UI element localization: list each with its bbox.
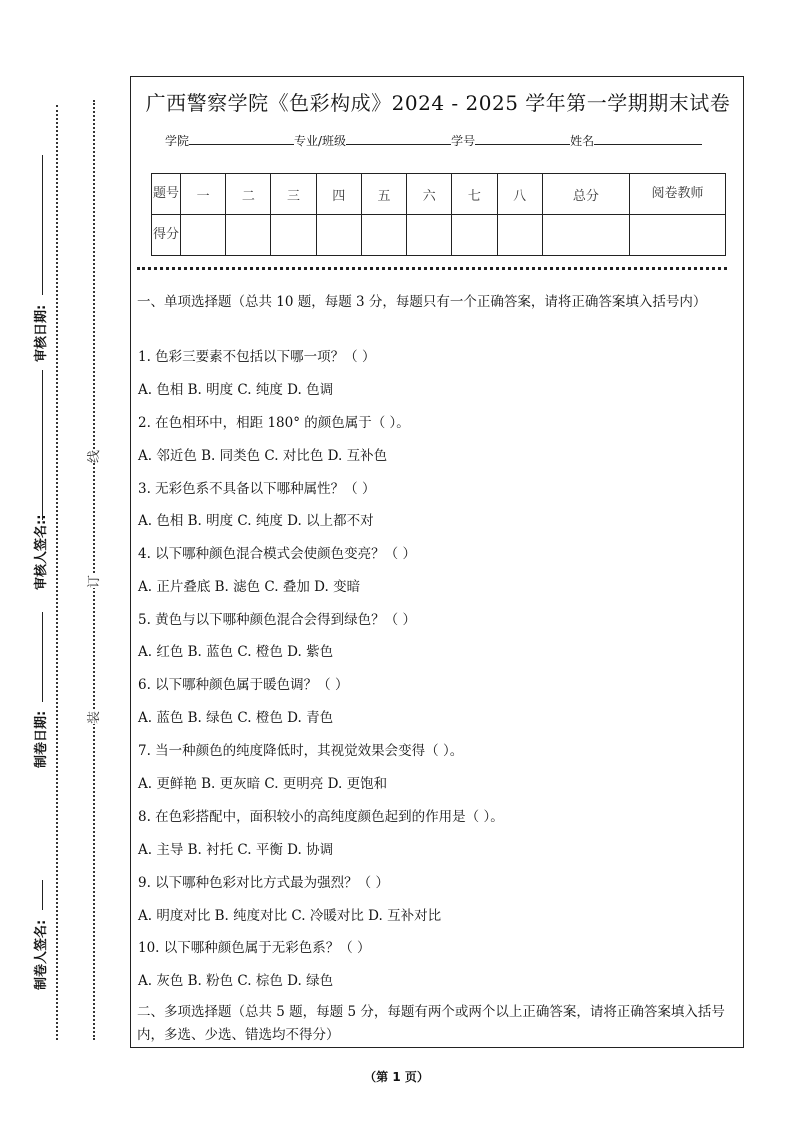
- binding-label-reviewer-signature: 审核人签名::: [34, 514, 49, 590]
- column-header: 七: [452, 174, 497, 215]
- question-4: 4. 以下哪种颜色混合模式会使颜色变亮？（ ）: [138, 546, 416, 562]
- options-8: A. 主导 B. 衬托 C. 平衡 D. 协调: [138, 842, 334, 858]
- score-cell[interactable]: [542, 215, 629, 256]
- name-blank[interactable]: [594, 132, 702, 145]
- binding-dotted-line-inner: [93, 100, 95, 1040]
- score-cell[interactable]: [630, 215, 726, 256]
- score-label: 得分: [152, 215, 181, 256]
- exam-title: 广西警察学院《色彩构成》2024 - 2025 学年第一学期期末试卷: [145, 91, 731, 115]
- binding-label-maker-signature: 制卷人签名:: [34, 919, 49, 990]
- signature-line: [42, 612, 43, 702]
- score-cell[interactable]: [181, 215, 226, 256]
- options-4: A. 正片叠底 B. 滤色 C. 叠加 D. 变暗: [138, 579, 361, 595]
- options-9: A. 明度对比 B. 纯度对比 C. 冷暖对比 D. 互补对比: [138, 908, 442, 924]
- student-id-blank[interactable]: [475, 132, 570, 145]
- score-cell[interactable]: [407, 215, 452, 256]
- binding-char-ding: 订: [83, 575, 102, 588]
- score-cell[interactable]: [497, 215, 542, 256]
- question-6: 6. 以下哪种颜色属于暖色调？（ ）: [138, 677, 349, 693]
- column-header: 三: [271, 174, 316, 215]
- column-header: 五: [361, 174, 406, 215]
- binding-char-zhuang: 装: [83, 711, 102, 724]
- dotted-separator: [137, 267, 727, 270]
- column-header-grader: 阅卷教师: [630, 174, 726, 215]
- score-cell[interactable]: [361, 215, 406, 256]
- question-2: 2. 在色相环中，相距 180° 的颜色属于（ ）。: [138, 415, 410, 431]
- options-7: A. 更鲜艳 B. 更灰暗 C. 更明亮 D. 更饱和: [138, 776, 388, 792]
- field-label-major-class: 专业/班级: [294, 134, 347, 148]
- question-5: 5. 黄色与以下哪种颜色混合会得到绿色？（ ）: [138, 612, 416, 628]
- question-3: 3. 无彩色系不具备以下哪种属性？（ ）: [138, 481, 376, 497]
- page-number: （第 1 页）: [364, 1070, 429, 1084]
- options-3: A. 色相 B. 明度 C. 纯度 D. 以上都不对: [138, 513, 374, 529]
- column-header: 二: [226, 174, 271, 215]
- score-cell[interactable]: [316, 215, 361, 256]
- signature-line: [42, 370, 43, 520]
- options-2: A. 邻近色 B. 同类色 C. 对比色 D. 互补色: [138, 448, 388, 464]
- major-class-blank[interactable]: [346, 132, 451, 145]
- college-blank[interactable]: [189, 132, 294, 145]
- options-5: A. 红色 B. 蓝色 C. 橙色 D. 紫色: [138, 644, 334, 660]
- binding-label-maker-date: 制卷日期:: [34, 710, 49, 768]
- options-10: A. 灰色 B. 粉色 C. 棕色 D. 绿色: [138, 973, 334, 989]
- column-header-total: 总分: [542, 174, 629, 215]
- column-header: 一: [181, 174, 226, 215]
- options-6: A. 蓝色 B. 绿色 C. 橙色 D. 青色: [138, 710, 334, 726]
- score-cell[interactable]: [271, 215, 316, 256]
- section1-heading: 一、单项选择题（总共 10 题，每题 3 分，每题只有一个正确答案，请将正确答案填入括号内）: [137, 294, 707, 310]
- score-cell[interactable]: [226, 215, 271, 256]
- section2-heading: 二、多项选择题（总共 5 题，每题 5 分，每题有两个或两个以上正确答案，请将正确答案填入括号内，多选、少选、错选均不得分）: [137, 1004, 725, 1043]
- field-label-name: 姓名: [570, 134, 595, 148]
- binding-dotted-line-outer: [56, 105, 58, 1040]
- exam-frame: [130, 76, 744, 1048]
- question-number-label: 题号: [152, 174, 181, 215]
- binding-label-review-date: 审核日期:: [34, 304, 49, 362]
- score-table-score-row: [152, 215, 726, 256]
- signature-line: [42, 880, 43, 910]
- question-1: 1. 色彩三要素不包括以下哪一项？（ ）: [138, 349, 376, 365]
- student-info-row: [165, 132, 702, 149]
- question-10: 10. 以下哪种颜色属于无彩色系？（ ）: [138, 940, 371, 956]
- field-label-student-id: 学号: [451, 134, 476, 148]
- question-7: 7. 当一种颜色的纯度降低时，其视觉效果会变得（ ）。: [138, 743, 464, 759]
- question-8: 8. 在色彩搭配中，面积较小的高纯度颜色起到的作用是（ ）。: [138, 809, 504, 825]
- column-header: 四: [316, 174, 361, 215]
- signature-line: [42, 155, 43, 295]
- column-header: 六: [407, 174, 452, 215]
- question-9: 9. 以下哪种色彩对比方式最为强烈？（ ）: [138, 875, 389, 891]
- score-cell[interactable]: [452, 215, 497, 256]
- score-table: [151, 173, 726, 256]
- binding-char-xian: 线: [83, 450, 102, 463]
- column-header: 八: [497, 174, 542, 215]
- score-table-header-row: [152, 174, 726, 215]
- options-1: A. 色相 B. 明度 C. 纯度 D. 色调: [138, 382, 334, 398]
- field-label-college: 学院: [165, 134, 190, 148]
